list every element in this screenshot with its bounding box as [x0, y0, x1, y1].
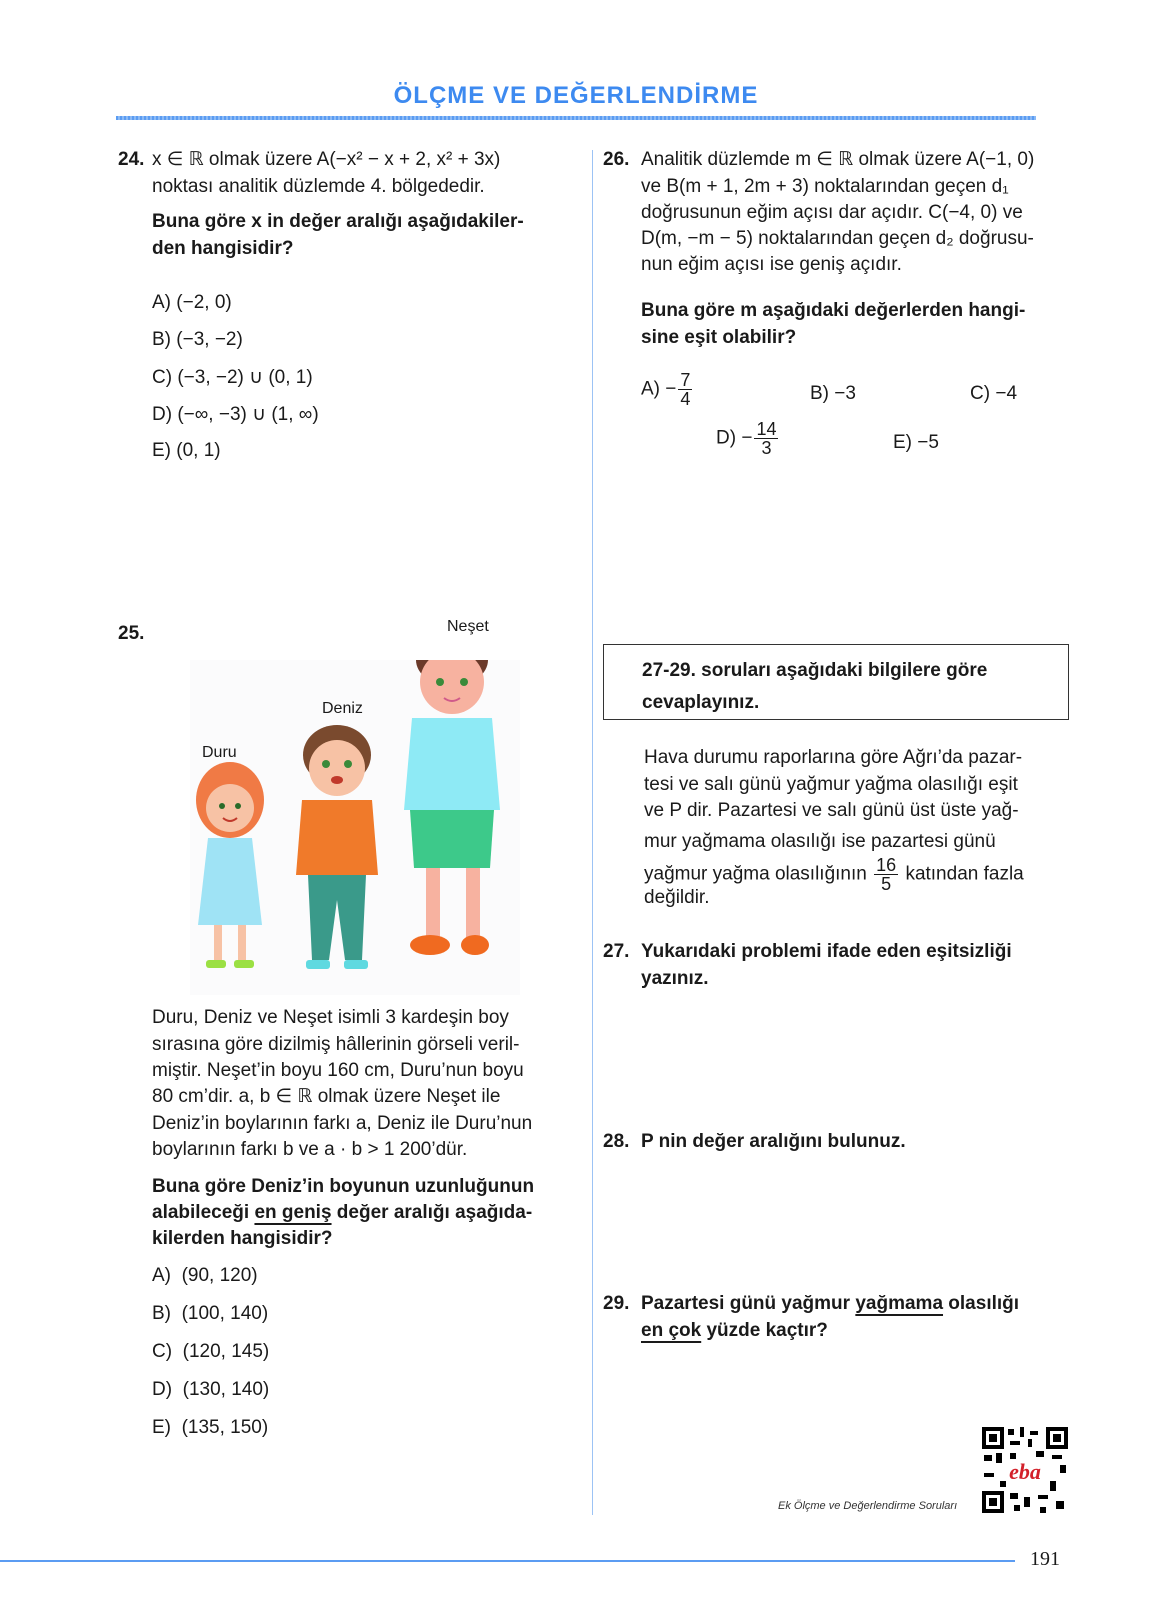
- eba-logo: eba: [1009, 1459, 1041, 1484]
- question-text: Deniz’in boylarının farkı a, Deniz ile Duru’nun: [152, 1113, 533, 1134]
- answer-option-c[interactable]: C) (120, 145): [152, 1341, 270, 1362]
- qr-caption: Ek Ölçme ve Değerlendirme Soruları: [778, 1500, 958, 1512]
- question-text: Analitik düzlemde m ∈ ℝ olmak üzere A(−1, 0): [641, 149, 1035, 170]
- option-value: (−3, −2) ∪ (0, 1): [177, 367, 313, 388]
- label-duru: Duru: [202, 744, 237, 761]
- answer-option-b[interactable]: [152, 329, 243, 351]
- fraction: $\frac{14}{3}$: [756, 419, 777, 458]
- question-prompt: sine eşit olabilir?: [641, 327, 797, 348]
- question-text: boylarının farkı b ve a · b > 1 200’dür.: [152, 1139, 468, 1160]
- question-text: nun eğim açısı ise geniş açıdır.: [641, 254, 902, 275]
- option-label: B): [152, 329, 171, 350]
- answer-option-d[interactable]: D) (130, 140): [152, 1379, 270, 1400]
- question-prompt: Buna göre Deniz’in boyunun uzunluğunun: [152, 1176, 535, 1197]
- question-prompt: Buna göre x in değer aralığı aşağıdakiler-: [152, 211, 524, 232]
- question-prompt: Buna göre m aşağıdaki değerlerden hangi-: [641, 300, 1026, 321]
- emphasis-underline: en çok: [641, 1320, 702, 1341]
- page-number: 191: [1030, 1548, 1060, 1570]
- column-divider: [592, 150, 593, 1515]
- question-prompt: den hangisidir?: [152, 238, 294, 259]
- question-text: sırasına göre dizilmiş hâllerinin görseli veril-: [152, 1034, 520, 1055]
- fraction: $\frac{16}{5}$: [876, 855, 897, 894]
- answer-option-d[interactable]: D) − $\frac{14}{3}$: [716, 419, 777, 458]
- question-text: 80 cm’dir. a, b ∈ ℝ olmak üzere Neşet ile: [152, 1086, 501, 1107]
- answer-option-a[interactable]: A) − $\frac{7}{4}$: [641, 370, 691, 409]
- question-prompt: kilerden hangisidir?: [152, 1228, 333, 1249]
- question-text: noktası analitik düzlemde 4. bölgededir.: [152, 176, 485, 197]
- emphasis-underline: en geniş: [254, 1202, 332, 1223]
- question-prompt: alabileceği en geniş değer aralığı aşağıda-: [152, 1202, 533, 1223]
- emphasis-underline: yağmama: [855, 1293, 944, 1314]
- option-value: (−2, 0): [176, 292, 232, 313]
- question-number: 24.: [118, 149, 145, 170]
- answer-option-a[interactable]: A) (90, 120): [152, 1265, 258, 1286]
- qr-code-icon[interactable]: [980, 1425, 1070, 1515]
- option-label: E): [152, 440, 171, 461]
- question-text: x ∈ ℝ olmak üzere A(−x² − x + 2, x² + 3x): [152, 149, 501, 170]
- duru-figure: [196, 762, 264, 968]
- question-text: Duru, Deniz ve Neşet isimli 3 kardeşin boy: [152, 1007, 509, 1028]
- instruction-text: 27-29. soruları aşağıdaki bilgilere göre cevaplayınız.: [642, 660, 988, 713]
- question-number: 26.: [603, 149, 630, 170]
- footer-divider: [0, 1560, 1015, 1562]
- label-deniz: Deniz: [322, 700, 363, 717]
- option-label: C): [152, 367, 173, 388]
- deniz-figure: [296, 725, 378, 969]
- question-text: D(m, −m − 5) noktalarından geçen d₂ doğrusu-: [641, 228, 1034, 249]
- question-text: miştir. Neşet’in boyu 160 cm, Duru’nun boyu: [152, 1060, 524, 1081]
- page-title: ÖLÇME VE DEĞERLENDİRME: [393, 82, 759, 109]
- answer-option-c[interactable]: [152, 366, 313, 389]
- question-text: ve B(m + 1, 2m + 3) noktalarından geçen d₁: [641, 176, 1009, 197]
- answer-option-b[interactable]: B) (100, 140): [152, 1303, 269, 1324]
- answer-option-d[interactable]: [152, 403, 319, 426]
- answer-option-e[interactable]: E) (135, 150): [152, 1417, 269, 1438]
- option-value: (0, 1): [176, 440, 221, 461]
- header-divider: [116, 116, 1036, 120]
- option-label: D): [152, 404, 173, 425]
- answer-option-a[interactable]: [152, 292, 232, 314]
- answer-option-e[interactable]: [152, 440, 221, 462]
- option-label: A): [152, 292, 171, 313]
- label-neset: Neşet: [447, 618, 489, 635]
- option-value: (−3, −2): [176, 329, 243, 350]
- fraction: $\frac{7}{4}$: [680, 370, 691, 409]
- neset-figure: [404, 660, 500, 955]
- answer-option-e[interactable]: E) −5: [893, 432, 939, 453]
- instruction-box: [603, 644, 1069, 720]
- answer-option-c[interactable]: C) −4: [970, 383, 1018, 404]
- answer-option-b[interactable]: B) −3: [810, 383, 856, 404]
- question-number: 25.: [118, 623, 145, 644]
- option-value: (−∞, −3) ∪ (1, ∞): [177, 404, 319, 425]
- question-text: doğrusunun eğim açısı dar açıdır. C(−4, 0) ve: [641, 202, 1023, 223]
